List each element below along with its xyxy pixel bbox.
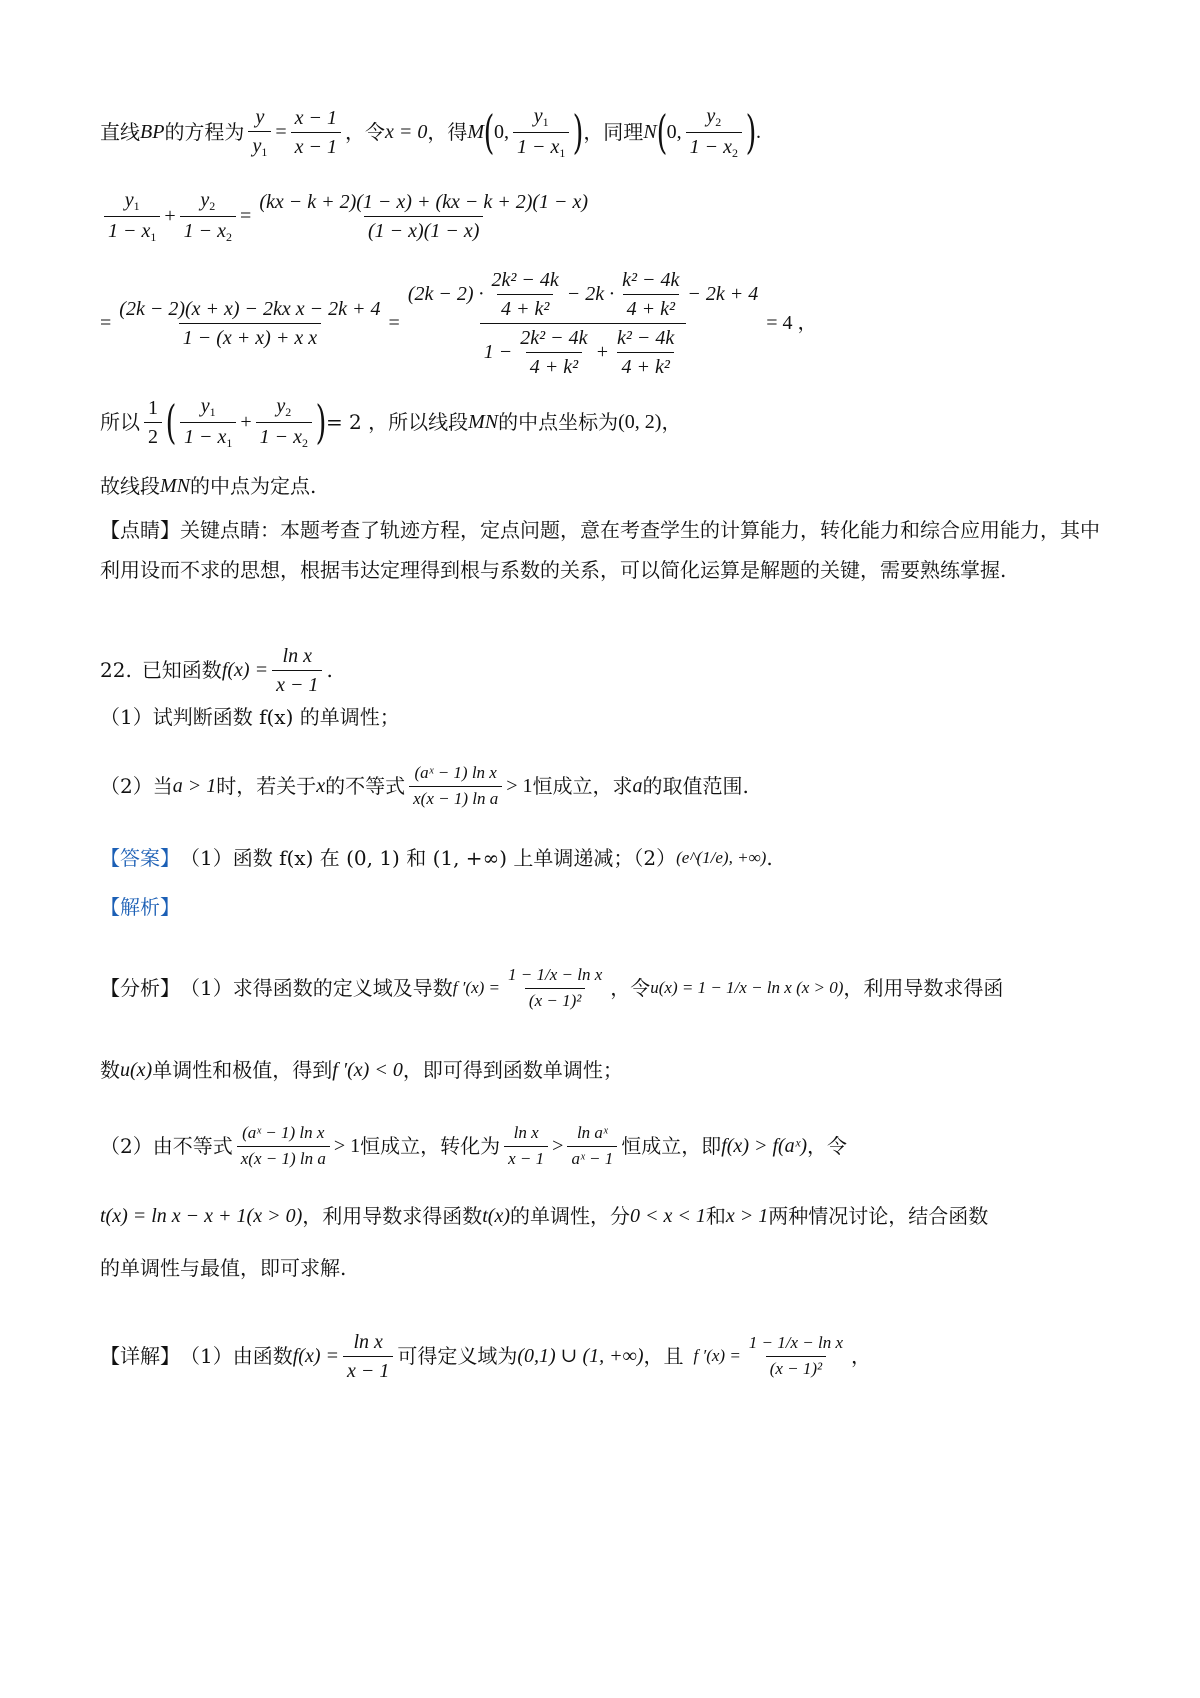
sub-den: 4 + k² <box>497 294 553 321</box>
frac-num: ln x <box>513 1123 539 1143</box>
p2-ineq: f(x) > f(aˣ) <box>721 1135 807 1157</box>
point-M: M <box>467 121 485 143</box>
problem-end: . <box>326 658 333 682</box>
fraction-vieta-form <box>115 297 384 350</box>
u-of-x: u(x) <box>120 1059 153 1081</box>
detail-fx: f(x) = <box>292 1345 339 1367</box>
problem-statement <box>100 642 333 698</box>
answer-line <box>100 838 773 878</box>
frac-den: aˣ − 1 <box>567 1146 617 1169</box>
sum-equation-line: $\frac{y_1}{1 - x_1}$ + $\frac{y_2}{1 - x_2}$ = $\frac{(kx - k + 2)(1 - x) + (kx - k + 2)(1 - x)}{(1 - x)(1 - x)}$ <box>100 184 596 248</box>
text-same: ，同理 <box>583 120 644 144</box>
text-get: ，得 <box>427 120 468 144</box>
text-mid: 的方程为 <box>164 120 245 144</box>
fraction-y2-inner: $\frac{y_2}{1 - x_2}$ <box>256 394 312 450</box>
question-2 <box>100 758 749 814</box>
point-N: N <box>643 121 657 143</box>
analysis-p2a: （2）由不等式 <box>100 1134 233 1158</box>
frac-den: x − 1 <box>272 670 322 697</box>
q2-mid2: 的不等式 <box>325 774 406 798</box>
answer-end: . <box>766 846 773 870</box>
q2-end1: 恒成立，求 <box>532 774 633 798</box>
function-lhs: f(x) = <box>221 659 269 681</box>
text-conclude-end: 的中点为定点. <box>190 474 317 498</box>
fraction-inequality-2 <box>237 1123 330 1169</box>
q2-gt: > 1 <box>506 775 533 797</box>
analysis-p2c: 恒成立，即 <box>621 1134 722 1158</box>
q2-cond: a > 1 <box>172 775 217 797</box>
analysis-tag-label: 【分析】 <box>100 976 180 1000</box>
q2-mid: 时，若关于 <box>216 774 317 798</box>
text-prefix: 直线 <box>100 120 140 144</box>
domain: (0,1) ∪ (1, +∞) <box>517 1345 644 1367</box>
fraction-y2: $\frac{y_2}{1 - x_2}$ <box>180 188 236 244</box>
frac-den: 2 <box>144 422 162 449</box>
analysis-p1b: ，令 <box>610 976 651 1000</box>
sub-num: 2k² − 4k <box>491 268 559 291</box>
analysis-p1a: （1）求得函数的定义域及导数 <box>180 976 453 1000</box>
problem-intro: 已知函数 <box>141 658 222 682</box>
analysis-p2h: 两种情况讨论，结合函数 <box>768 1204 989 1228</box>
sub-den: 4 + k² <box>623 294 679 321</box>
analysis-p1c: ，利用导数求得函 <box>843 976 1004 1000</box>
sub-num: k² − 4k <box>622 268 680 291</box>
analysis-p2i: 的单调性与最值，即可求解. <box>100 1256 347 1280</box>
frac-den: x − 1 <box>343 1356 393 1383</box>
frac-num: 1 <box>148 396 158 419</box>
fraction-y1: $\frac{y_1}{1 - x_1}$ <box>104 188 160 244</box>
analysis-heading <box>100 895 180 919</box>
frac-den: 1 − x <box>108 219 151 242</box>
frac-num: (kx − k + 2)(1 − x) + (kx − k + 2)(1 − x) <box>259 190 589 213</box>
q2-pre: （2）当 <box>100 774 173 798</box>
case-2: x > 1 <box>725 1205 769 1227</box>
question-1-text: （1）试判断函数 f(x) 的单调性； <box>100 705 400 729</box>
detail-line <box>100 1318 871 1394</box>
analysis-p1e: 单调性和极值，得到 <box>152 1058 333 1082</box>
frac-num: y <box>200 395 210 418</box>
case-1: 0 < x < 1 <box>630 1205 706 1227</box>
question-1 <box>100 705 400 729</box>
fraction-lnax <box>567 1123 617 1169</box>
detail-a: （1）由函数 <box>180 1344 293 1368</box>
fraction-y-over-y1: $\frac{y}{y_1}$ <box>248 105 271 159</box>
so-line: 所以 $\frac{1}{2}$ ( $\frac{y_1}{1 - x_1}$ + $\frac{y_2}{1 - x_2}$ ) = 2 ，所以线段 MN 的中点坐标为 (0, 2) ， <box>100 395 682 450</box>
segment-MN: MN <box>468 411 499 433</box>
text-midpoint: 的中点坐标为 <box>498 410 619 434</box>
line-name: BP <box>140 121 165 143</box>
sub-num: 2k² − 4k <box>520 326 588 349</box>
analysis-p2f: 的单调性，分 <box>510 1204 631 1228</box>
t-of-x: t(x) <box>482 1205 511 1227</box>
comment-text: 关键点睛：本题考查了轨迹方程，定点问题，意在考查学生的计算能力，转化能力和综合应用能力，其中利用设而不求的思想，根据韦达定理得到根与系数的关系，可以简化运算是解题的关键，需要熟练掌握. <box>100 518 1100 582</box>
frac-num: (aˣ − 1) ln x <box>414 763 497 783</box>
result-four: = 4 ， <box>766 312 818 334</box>
fraction-lnx <box>504 1123 548 1169</box>
frac-num: y <box>255 105 265 128</box>
t-definition: t(x) = ln x − x + 1(x > 0) <box>100 1205 303 1227</box>
analysis-p2e: ，利用导数求得函数 <box>302 1204 483 1228</box>
fprime-lhs: f ′(x) = <box>452 977 501 997</box>
frac-num: y <box>200 189 210 212</box>
detail-b: 可得定义域为 <box>397 1344 518 1368</box>
text-conclude: 故线段 <box>100 474 160 498</box>
fraction-inequality <box>409 763 502 809</box>
fraction-y1-inner: $\frac{y_1}{1 - x_1}$ <box>180 394 236 450</box>
num-part-b: − 2k · <box>566 283 615 305</box>
frac-num: 1 − 1/x − ln x <box>508 965 603 985</box>
frac-den: x(x − 1) ln a <box>409 786 502 809</box>
detail-fprime: f ′(x) = <box>693 1345 741 1365</box>
fraction-combined <box>255 190 592 243</box>
q2-end2: 的取值范围. <box>642 774 749 798</box>
frac-num: y <box>276 395 286 418</box>
analysis-line-4 <box>100 1204 988 1228</box>
frac-den: 1 − (x + x) + x x <box>179 323 321 350</box>
frac-den: x − 1 <box>294 135 337 158</box>
den-part-b: + <box>595 341 610 363</box>
analysis-p1d: 数 <box>100 1058 120 1082</box>
fraction-detail-fprime <box>745 1333 847 1379</box>
u-definition: u(x) = 1 − 1/x − ln x (x > 0) <box>650 977 844 997</box>
sub-den: 4 + k² <box>617 352 673 379</box>
fprime-negative: f ′(x) < 0 <box>332 1059 403 1081</box>
frac-den: 1 − x <box>183 219 227 242</box>
frac-num: (2k − 2)(x + x) − 2kx x − 2k + 4 <box>119 297 381 320</box>
frac-num: x − 1 <box>294 106 337 129</box>
text-so: 所以 <box>100 410 140 434</box>
analysis-p2d: ，令 <box>807 1134 847 1158</box>
frac-num: ln x <box>282 644 312 667</box>
fraction-x-minus-1 <box>291 106 341 159</box>
frac-num: ln aˣ <box>576 1123 608 1143</box>
analysis-line-5 <box>100 1256 346 1280</box>
frac-den: (1 − x)(1 − x) <box>364 216 483 243</box>
text-result: = 2 ，所以线段 <box>325 410 469 434</box>
answer-tag: 【答案】 <box>100 846 180 870</box>
p2-gt: > 1 <box>333 1135 361 1157</box>
sub-den: 4 + k² <box>526 352 582 379</box>
fraction-M-coord: $\frac{y_1}{1 - x_1}$ <box>513 104 569 160</box>
fraction-fx <box>272 644 322 697</box>
frac-den: x(x − 1) ln a <box>237 1146 330 1169</box>
analysis-p2g: 和 <box>705 1204 726 1228</box>
analysis-p1f: ，即可得到函数单调性； <box>402 1058 623 1082</box>
text-end: ， <box>661 410 682 434</box>
analysis-tag: 【解析】 <box>100 895 180 919</box>
comment-paragraph <box>100 510 1100 590</box>
midpoint-coord: (0, 2) <box>618 411 662 433</box>
den-part-a: 1 − <box>483 341 513 363</box>
frac-den: y <box>252 134 262 157</box>
simplification-line: = $\frac{\text{(2k − 2)(x + x) − 2kx x − 2k + 4}}{\text{1 − (x + x) + x x}}$ = (2k − 2) · $\frac{\text{2k² − 4k}}{\text{4 + k²}}$ − 2k · $\frac{\text{k² − 4k}}{\text{4 + k²}}$ − 2k + 4 1 − $\frac{\text{2k² − 4k}}{\text{4 + k²}}$ + $\frac{\text{k² − 4k}}{\text{4 + k²}}$ = 4 ， <box>100 268 818 378</box>
bp-equation-line: 直线 BP 的方程为 $\frac{y}{y_1}$ = $\frac{x - 1}{x - 1}$ ，令 x = 0 ，得 M ( 0, $\frac{y_1}{1 - x_1}$ ) ，同理 N ( 0, $\frac{y_2}{1 - x_2}$ ) . <box>100 105 761 160</box>
q2-a: a <box>632 775 643 797</box>
frac-num: (aˣ − 1) ln x <box>242 1123 325 1143</box>
frac-den: 1 − x <box>516 135 560 158</box>
x-equals-zero: x = 0 <box>384 121 428 143</box>
analysis-line-2 <box>100 1058 623 1082</box>
frac-den: x − 1 <box>504 1146 548 1169</box>
frac-den: (x − 1)² <box>766 1356 826 1379</box>
frac-num: 1 − 1/x − ln x <box>748 1333 844 1353</box>
frac-num: ln x <box>353 1330 383 1353</box>
frac-num: y <box>706 105 716 128</box>
p2-gt2: > <box>552 1135 564 1157</box>
answer-text: （1）函数 f(x) 在 (0, 1) 和 (1, +∞) 上单调递减；（2） <box>180 846 677 870</box>
detail-end: ， <box>851 1344 872 1368</box>
frac-den: 1 − x <box>259 425 302 448</box>
analysis-line-1 <box>100 950 1003 1026</box>
q2-x: x <box>316 775 326 797</box>
fraction-half <box>144 396 162 449</box>
detail-tag: 【详解】 <box>100 1344 180 1368</box>
fraction-detail-fx <box>343 1330 393 1383</box>
frac-den: (x − 1)² <box>525 988 585 1011</box>
sub-num: k² − 4k <box>617 326 675 349</box>
fraction-substituted <box>404 268 762 379</box>
frac-num: y <box>533 105 543 128</box>
segment-MN: MN <box>160 475 190 497</box>
detail-c: ，且 <box>643 1344 684 1368</box>
fraction-fprime <box>504 965 606 1011</box>
frac-num: y <box>124 189 134 212</box>
comment-tag: 【点睛】 <box>100 518 180 542</box>
num-part-c: − 2k + 4 <box>687 283 759 305</box>
text-let: ，令 <box>344 120 385 144</box>
analysis-line-3 <box>100 1118 847 1174</box>
answer-range: (e^(1/e), +∞) <box>676 847 767 867</box>
problem-number: 22. <box>100 658 132 682</box>
frac-den: 1 − x <box>689 135 732 158</box>
analysis-p2b: 恒成立，转化为 <box>360 1134 501 1158</box>
conclusion-line <box>100 474 316 498</box>
frac-den: 1 − x <box>183 425 227 448</box>
num-part-a: (2k − 2) · <box>407 283 484 305</box>
fraction-N-coord: $\frac{y_2}{1 - x_2}$ <box>686 104 742 160</box>
